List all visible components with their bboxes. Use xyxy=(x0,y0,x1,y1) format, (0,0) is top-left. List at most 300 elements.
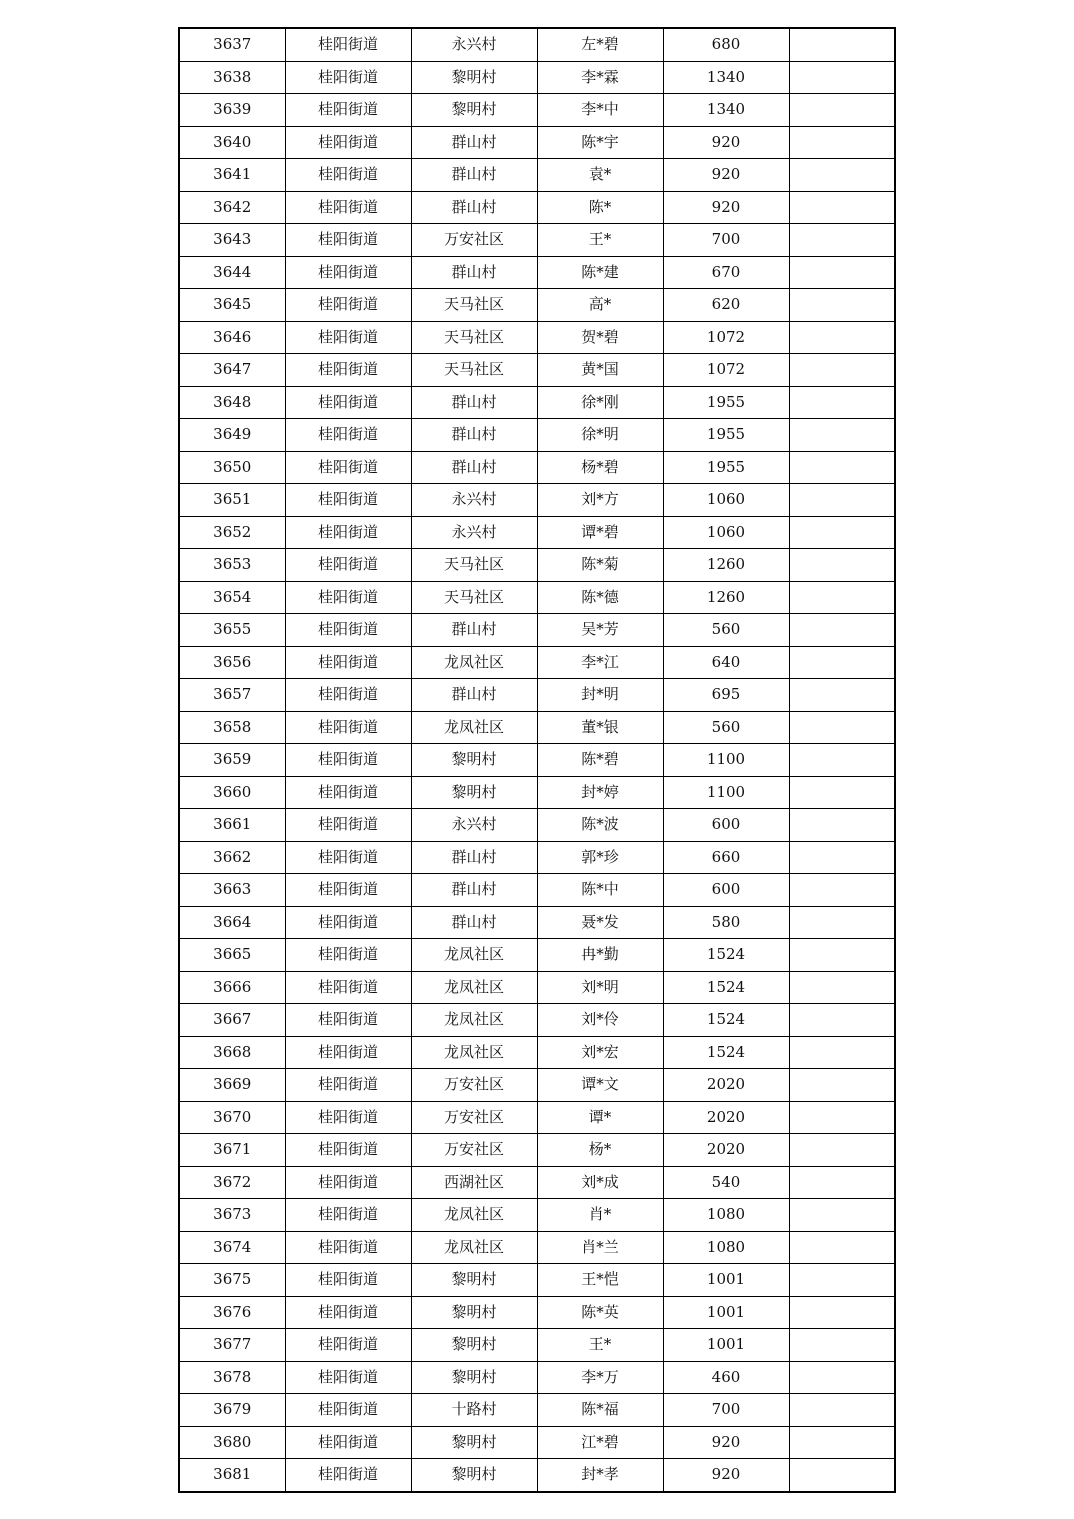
street-cell: 桂阳街道 xyxy=(285,159,411,192)
street-cell: 桂阳街道 xyxy=(285,1231,411,1264)
note-cell xyxy=(789,906,895,939)
row-number-cell: 3679 xyxy=(179,1394,285,1427)
note-cell xyxy=(789,126,895,159)
note-cell xyxy=(789,451,895,484)
street-cell: 桂阳街道 xyxy=(285,1166,411,1199)
table-row xyxy=(179,744,895,777)
table-row xyxy=(179,1101,895,1134)
row-number-cell: 3664 xyxy=(179,906,285,939)
name-cell: 聂*发 xyxy=(537,906,663,939)
row-number-cell: 3667 xyxy=(179,1004,285,1037)
table-row xyxy=(179,1134,895,1167)
village-cell: 天马社区 xyxy=(411,289,537,322)
amount-cell: 580 xyxy=(663,906,789,939)
name-cell: 李*霖 xyxy=(537,61,663,94)
row-number-cell: 3665 xyxy=(179,939,285,972)
note-cell xyxy=(789,1134,895,1167)
name-cell: 肖* xyxy=(537,1199,663,1232)
amount-cell: 1260 xyxy=(663,549,789,582)
table-row xyxy=(179,711,895,744)
name-cell: 陈*德 xyxy=(537,581,663,614)
name-cell: 袁* xyxy=(537,159,663,192)
village-cell: 天马社区 xyxy=(411,321,537,354)
note-cell xyxy=(789,874,895,907)
street-cell: 桂阳街道 xyxy=(285,321,411,354)
village-cell: 永兴村 xyxy=(411,28,537,61)
row-number-cell: 3669 xyxy=(179,1069,285,1102)
village-cell: 黎明村 xyxy=(411,1426,537,1459)
note-cell xyxy=(789,61,895,94)
note-cell xyxy=(789,711,895,744)
street-cell: 桂阳街道 xyxy=(285,1296,411,1329)
street-cell: 桂阳街道 xyxy=(285,646,411,679)
amount-cell: 1524 xyxy=(663,1004,789,1037)
row-number-cell: 3678 xyxy=(179,1361,285,1394)
name-cell: 江*碧 xyxy=(537,1426,663,1459)
row-number-cell: 3658 xyxy=(179,711,285,744)
street-cell: 桂阳街道 xyxy=(285,256,411,289)
street-cell: 桂阳街道 xyxy=(285,1069,411,1102)
village-cell: 黎明村 xyxy=(411,1329,537,1362)
street-cell: 桂阳街道 xyxy=(285,1361,411,1394)
table-row xyxy=(179,841,895,874)
village-cell: 万安社区 xyxy=(411,224,537,257)
name-cell: 李*江 xyxy=(537,646,663,679)
note-cell xyxy=(789,1166,895,1199)
name-cell: 陈*碧 xyxy=(537,744,663,777)
note-cell xyxy=(789,1426,895,1459)
amount-cell: 560 xyxy=(663,711,789,744)
street-cell: 桂阳街道 xyxy=(285,581,411,614)
note-cell xyxy=(789,581,895,614)
name-cell: 刘*方 xyxy=(537,484,663,517)
row-number-cell: 3638 xyxy=(179,61,285,94)
street-cell: 桂阳街道 xyxy=(285,614,411,647)
name-cell: 李*中 xyxy=(537,94,663,127)
village-cell: 黎明村 xyxy=(411,1264,537,1297)
table-row xyxy=(179,354,895,387)
note-cell xyxy=(789,289,895,322)
note-cell xyxy=(789,1231,895,1264)
amount-cell: 1955 xyxy=(663,386,789,419)
name-cell: 封*婷 xyxy=(537,776,663,809)
table-row xyxy=(179,61,895,94)
note-cell xyxy=(789,484,895,517)
table-row xyxy=(179,776,895,809)
amount-cell: 1955 xyxy=(663,451,789,484)
note-cell xyxy=(789,419,895,452)
row-number-cell: 3668 xyxy=(179,1036,285,1069)
amount-cell: 540 xyxy=(663,1166,789,1199)
street-cell: 桂阳街道 xyxy=(285,906,411,939)
table-row xyxy=(179,419,895,452)
name-cell: 谭* xyxy=(537,1101,663,1134)
village-cell: 黎明村 xyxy=(411,94,537,127)
amount-cell: 920 xyxy=(663,159,789,192)
name-cell: 王* xyxy=(537,224,663,257)
amount-cell: 680 xyxy=(663,28,789,61)
street-cell: 桂阳街道 xyxy=(285,289,411,322)
row-number-cell: 3674 xyxy=(179,1231,285,1264)
table-row xyxy=(179,1166,895,1199)
street-cell: 桂阳街道 xyxy=(285,386,411,419)
village-cell: 万安社区 xyxy=(411,1101,537,1134)
name-cell: 肖*兰 xyxy=(537,1231,663,1264)
amount-cell: 700 xyxy=(663,1394,789,1427)
village-cell: 黎明村 xyxy=(411,1459,537,1492)
street-cell: 桂阳街道 xyxy=(285,126,411,159)
street-cell: 桂阳街道 xyxy=(285,711,411,744)
village-cell: 万安社区 xyxy=(411,1069,537,1102)
street-cell: 桂阳街道 xyxy=(285,354,411,387)
village-cell: 群山村 xyxy=(411,419,537,452)
name-cell: 李*万 xyxy=(537,1361,663,1394)
table-row xyxy=(179,614,895,647)
note-cell xyxy=(789,1199,895,1232)
name-cell: 杨*碧 xyxy=(537,451,663,484)
amount-cell: 600 xyxy=(663,809,789,842)
street-cell: 桂阳街道 xyxy=(285,809,411,842)
table-row xyxy=(179,289,895,322)
table-row xyxy=(179,224,895,257)
village-cell: 龙凤社区 xyxy=(411,1036,537,1069)
table-row xyxy=(179,484,895,517)
name-cell: 徐*刚 xyxy=(537,386,663,419)
note-cell xyxy=(789,1036,895,1069)
name-cell: 高* xyxy=(537,289,663,322)
table-row xyxy=(179,1231,895,1264)
table-row xyxy=(179,809,895,842)
street-cell: 桂阳街道 xyxy=(285,1394,411,1427)
table-body xyxy=(179,28,895,1492)
street-cell: 桂阳街道 xyxy=(285,419,411,452)
note-cell xyxy=(789,1329,895,1362)
village-cell: 群山村 xyxy=(411,841,537,874)
amount-cell: 1001 xyxy=(663,1264,789,1297)
row-number-cell: 3676 xyxy=(179,1296,285,1329)
name-cell: 陈*福 xyxy=(537,1394,663,1427)
street-cell: 桂阳街道 xyxy=(285,516,411,549)
note-cell xyxy=(789,776,895,809)
row-number-cell: 3650 xyxy=(179,451,285,484)
amount-cell: 920 xyxy=(663,191,789,224)
row-number-cell: 3651 xyxy=(179,484,285,517)
street-cell: 桂阳街道 xyxy=(285,549,411,582)
table-row xyxy=(179,1329,895,1362)
row-number-cell: 3648 xyxy=(179,386,285,419)
name-cell: 刘*成 xyxy=(537,1166,663,1199)
row-number-cell: 3644 xyxy=(179,256,285,289)
table-row xyxy=(179,159,895,192)
row-number-cell: 3661 xyxy=(179,809,285,842)
note-cell xyxy=(789,971,895,1004)
village-cell: 群山村 xyxy=(411,386,537,419)
amount-cell: 2020 xyxy=(663,1101,789,1134)
village-cell: 群山村 xyxy=(411,126,537,159)
row-number-cell: 3670 xyxy=(179,1101,285,1134)
note-cell xyxy=(789,614,895,647)
street-cell: 桂阳街道 xyxy=(285,679,411,712)
row-number-cell: 3653 xyxy=(179,549,285,582)
note-cell xyxy=(789,191,895,224)
street-cell: 桂阳街道 xyxy=(285,874,411,907)
amount-cell: 620 xyxy=(663,289,789,322)
table-row xyxy=(179,516,895,549)
row-number-cell: 3640 xyxy=(179,126,285,159)
note-cell xyxy=(789,1459,895,1492)
name-cell: 陈*宇 xyxy=(537,126,663,159)
table-row xyxy=(179,874,895,907)
street-cell: 桂阳街道 xyxy=(285,1264,411,1297)
street-cell: 桂阳街道 xyxy=(285,1036,411,1069)
street-cell: 桂阳街道 xyxy=(285,1426,411,1459)
row-number-cell: 3654 xyxy=(179,581,285,614)
amount-cell: 1524 xyxy=(663,1036,789,1069)
row-number-cell: 3659 xyxy=(179,744,285,777)
row-number-cell: 3643 xyxy=(179,224,285,257)
street-cell: 桂阳街道 xyxy=(285,451,411,484)
name-cell: 王*恺 xyxy=(537,1264,663,1297)
table-row xyxy=(179,1394,895,1427)
note-cell xyxy=(789,809,895,842)
row-number-cell: 3647 xyxy=(179,354,285,387)
name-cell: 陈*菊 xyxy=(537,549,663,582)
row-number-cell: 3637 xyxy=(179,28,285,61)
table-row xyxy=(179,906,895,939)
village-cell: 群山村 xyxy=(411,874,537,907)
village-cell: 十路村 xyxy=(411,1394,537,1427)
amount-cell: 695 xyxy=(663,679,789,712)
street-cell: 桂阳街道 xyxy=(285,841,411,874)
village-cell: 龙凤社区 xyxy=(411,646,537,679)
row-number-cell: 3680 xyxy=(179,1426,285,1459)
amount-cell: 600 xyxy=(663,874,789,907)
name-cell: 徐*明 xyxy=(537,419,663,452)
amount-cell: 1001 xyxy=(663,1329,789,1362)
street-cell: 桂阳街道 xyxy=(285,1134,411,1167)
amount-cell: 1340 xyxy=(663,94,789,127)
name-cell: 刘*伶 xyxy=(537,1004,663,1037)
name-cell: 封*孝 xyxy=(537,1459,663,1492)
name-cell: 贺*碧 xyxy=(537,321,663,354)
name-cell: 陈*波 xyxy=(537,809,663,842)
amount-cell: 1524 xyxy=(663,971,789,1004)
village-cell: 黎明村 xyxy=(411,61,537,94)
name-cell: 谭*碧 xyxy=(537,516,663,549)
row-number-cell: 3657 xyxy=(179,679,285,712)
note-cell xyxy=(789,224,895,257)
village-cell: 天马社区 xyxy=(411,549,537,582)
street-cell: 桂阳街道 xyxy=(285,94,411,127)
table-row xyxy=(179,1004,895,1037)
name-cell: 吴*芳 xyxy=(537,614,663,647)
street-cell: 桂阳街道 xyxy=(285,1459,411,1492)
note-cell xyxy=(789,1394,895,1427)
village-cell: 黎明村 xyxy=(411,1296,537,1329)
amount-cell: 1524 xyxy=(663,939,789,972)
row-number-cell: 3662 xyxy=(179,841,285,874)
table-row xyxy=(179,1069,895,1102)
row-number-cell: 3655 xyxy=(179,614,285,647)
amount-cell: 2020 xyxy=(663,1069,789,1102)
name-cell: 王* xyxy=(537,1329,663,1362)
village-cell: 天马社区 xyxy=(411,581,537,614)
name-cell: 陈*英 xyxy=(537,1296,663,1329)
note-cell xyxy=(789,94,895,127)
amount-cell: 1001 xyxy=(663,1296,789,1329)
table-row xyxy=(179,126,895,159)
amount-cell: 660 xyxy=(663,841,789,874)
row-number-cell: 3663 xyxy=(179,874,285,907)
table-row xyxy=(179,1361,895,1394)
row-number-cell: 3666 xyxy=(179,971,285,1004)
village-cell: 龙凤社区 xyxy=(411,971,537,1004)
amount-cell: 1072 xyxy=(663,321,789,354)
village-cell: 万安社区 xyxy=(411,1134,537,1167)
table-row xyxy=(179,28,895,61)
village-cell: 群山村 xyxy=(411,451,537,484)
table-row xyxy=(179,1459,895,1492)
table-row xyxy=(179,451,895,484)
street-cell: 桂阳街道 xyxy=(285,224,411,257)
table-row xyxy=(179,1426,895,1459)
street-cell: 桂阳街道 xyxy=(285,971,411,1004)
table-row xyxy=(179,1296,895,1329)
row-number-cell: 3677 xyxy=(179,1329,285,1362)
village-cell: 龙凤社区 xyxy=(411,1231,537,1264)
note-cell xyxy=(789,516,895,549)
table-row xyxy=(179,971,895,1004)
row-number-cell: 3656 xyxy=(179,646,285,679)
table-row xyxy=(179,549,895,582)
village-cell: 群山村 xyxy=(411,159,537,192)
row-number-cell: 3671 xyxy=(179,1134,285,1167)
village-cell: 龙凤社区 xyxy=(411,1199,537,1232)
street-cell: 桂阳街道 xyxy=(285,484,411,517)
amount-cell: 670 xyxy=(663,256,789,289)
row-number-cell: 3645 xyxy=(179,289,285,322)
amount-cell: 460 xyxy=(663,1361,789,1394)
village-cell: 龙凤社区 xyxy=(411,711,537,744)
amount-cell: 920 xyxy=(663,126,789,159)
note-cell xyxy=(789,1296,895,1329)
note-cell xyxy=(789,28,895,61)
name-cell: 谭*文 xyxy=(537,1069,663,1102)
table-row xyxy=(179,581,895,614)
village-cell: 黎明村 xyxy=(411,1361,537,1394)
village-cell: 龙凤社区 xyxy=(411,1004,537,1037)
table-row xyxy=(179,646,895,679)
row-number-cell: 3641 xyxy=(179,159,285,192)
amount-cell: 1955 xyxy=(663,419,789,452)
amount-cell: 1100 xyxy=(663,744,789,777)
village-cell: 天马社区 xyxy=(411,354,537,387)
name-cell: 陈*中 xyxy=(537,874,663,907)
amount-cell: 2020 xyxy=(663,1134,789,1167)
note-cell xyxy=(789,744,895,777)
amount-cell: 700 xyxy=(663,224,789,257)
name-cell: 刘*宏 xyxy=(537,1036,663,1069)
village-cell: 黎明村 xyxy=(411,744,537,777)
row-number-cell: 3639 xyxy=(179,94,285,127)
amount-cell: 1260 xyxy=(663,581,789,614)
village-cell: 龙凤社区 xyxy=(411,939,537,972)
note-cell xyxy=(789,1004,895,1037)
village-cell: 永兴村 xyxy=(411,484,537,517)
name-cell: 冉*勤 xyxy=(537,939,663,972)
amount-cell: 1060 xyxy=(663,516,789,549)
amount-cell: 1100 xyxy=(663,776,789,809)
amount-cell: 1080 xyxy=(663,1231,789,1264)
table-row xyxy=(179,256,895,289)
name-cell: 董*银 xyxy=(537,711,663,744)
street-cell: 桂阳街道 xyxy=(285,191,411,224)
note-cell xyxy=(789,1264,895,1297)
row-number-cell: 3652 xyxy=(179,516,285,549)
name-cell: 陈*建 xyxy=(537,256,663,289)
table-row xyxy=(179,386,895,419)
village-cell: 永兴村 xyxy=(411,809,537,842)
amount-cell: 920 xyxy=(663,1426,789,1459)
table-row xyxy=(179,321,895,354)
amount-cell: 1340 xyxy=(663,61,789,94)
amount-cell: 920 xyxy=(663,1459,789,1492)
data-table xyxy=(178,27,896,1493)
row-number-cell: 3675 xyxy=(179,1264,285,1297)
street-cell: 桂阳街道 xyxy=(285,1101,411,1134)
note-cell xyxy=(789,841,895,874)
village-cell: 西湖社区 xyxy=(411,1166,537,1199)
amount-cell: 640 xyxy=(663,646,789,679)
street-cell: 桂阳街道 xyxy=(285,61,411,94)
village-cell: 永兴村 xyxy=(411,516,537,549)
note-cell xyxy=(789,1361,895,1394)
row-number-cell: 3646 xyxy=(179,321,285,354)
village-cell: 群山村 xyxy=(411,191,537,224)
table-row xyxy=(179,679,895,712)
name-cell: 杨* xyxy=(537,1134,663,1167)
street-cell: 桂阳街道 xyxy=(285,1329,411,1362)
name-cell: 封*明 xyxy=(537,679,663,712)
row-number-cell: 3673 xyxy=(179,1199,285,1232)
amount-cell: 1072 xyxy=(663,354,789,387)
note-cell xyxy=(789,1069,895,1102)
street-cell: 桂阳街道 xyxy=(285,776,411,809)
name-cell: 左*碧 xyxy=(537,28,663,61)
table-row xyxy=(179,1036,895,1069)
note-cell xyxy=(789,256,895,289)
row-number-cell: 3649 xyxy=(179,419,285,452)
table-row xyxy=(179,94,895,127)
village-cell: 群山村 xyxy=(411,614,537,647)
amount-cell: 1080 xyxy=(663,1199,789,1232)
row-number-cell: 3681 xyxy=(179,1459,285,1492)
name-cell: 郭*珍 xyxy=(537,841,663,874)
street-cell: 桂阳街道 xyxy=(285,744,411,777)
note-cell xyxy=(789,159,895,192)
note-cell xyxy=(789,549,895,582)
amount-cell: 560 xyxy=(663,614,789,647)
table-row xyxy=(179,939,895,972)
table-row xyxy=(179,1264,895,1297)
village-cell: 群山村 xyxy=(411,256,537,289)
street-cell: 桂阳街道 xyxy=(285,1199,411,1232)
village-cell: 群山村 xyxy=(411,679,537,712)
note-cell xyxy=(789,939,895,972)
name-cell: 刘*明 xyxy=(537,971,663,1004)
street-cell: 桂阳街道 xyxy=(285,939,411,972)
note-cell xyxy=(789,386,895,419)
